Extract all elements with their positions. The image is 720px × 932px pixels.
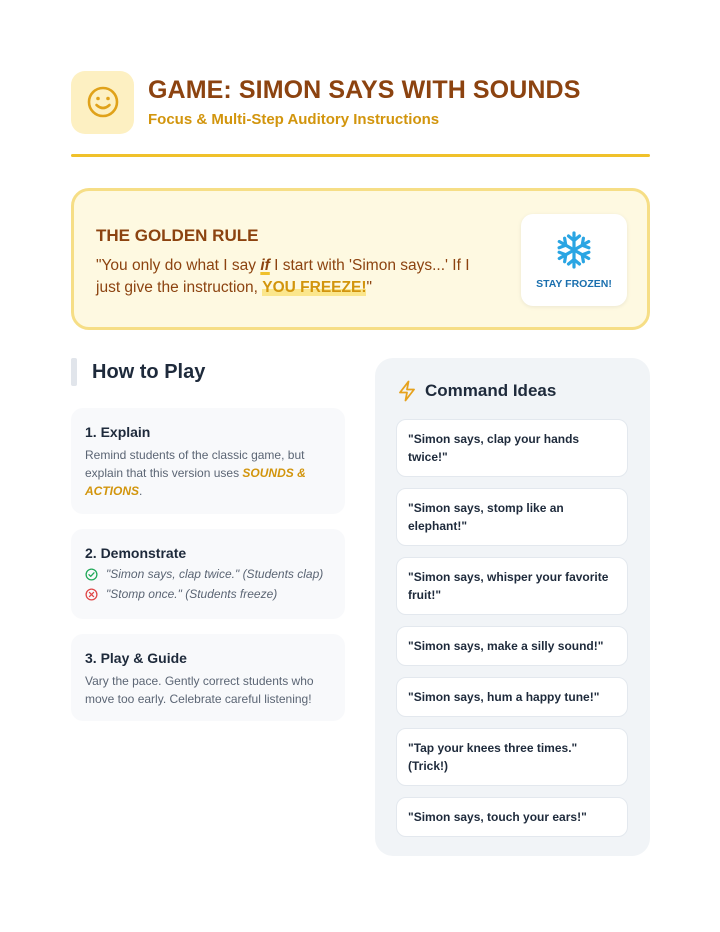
command-card: "Simon says, whisper your favorite fruit!" [396, 557, 628, 615]
step-title: 3. Play & Guide [85, 650, 187, 666]
check-circle-icon [85, 568, 98, 581]
how-to-play-title: How to Play [92, 360, 206, 383]
smiley-face-icon [86, 85, 120, 119]
golden-rule-if: if [260, 257, 270, 274]
section-accent-bar [71, 358, 77, 386]
step-text-start: Remind students of the classic game, but explain that this version uses [85, 448, 305, 480]
demo-example-text: "Stomp once." (Students freeze) [106, 587, 278, 601]
stay-frozen-label: STAY FROZEN! [536, 278, 612, 290]
command-card: "Simon says, make a silly sound!" [396, 626, 628, 666]
command-card: "Tap your knees three times." (Trick!) [396, 728, 628, 786]
page-subtitle: Focus & Multi-Step Auditory Instructions [148, 111, 440, 128]
golden-rule-title: THE GOLDEN RULE [96, 226, 259, 245]
step-text-end: . [139, 484, 143, 498]
step-demonstrate [71, 529, 345, 619]
how-to-play-header [71, 358, 205, 386]
demo-example-text: "Simon says, clap twice." (Students clap) [106, 567, 324, 581]
command-card: "Simon says, clap your hands twice!" [396, 419, 628, 477]
logo-badge [71, 71, 134, 134]
stay-frozen-card [521, 214, 627, 306]
golden-rule-text-start: "You only do what I say [96, 257, 261, 274]
golden-rule-text-end: " [366, 279, 372, 296]
page-title: GAME: SIMON SAYS WITH SOUNDS [148, 76, 581, 104]
step-explain [71, 408, 345, 514]
command-card: "Simon says, stomp like an elephant!" [396, 488, 628, 546]
lightning-icon [397, 380, 417, 402]
x-circle-icon [85, 588, 98, 601]
step-title: 1. Explain [85, 424, 151, 440]
golden-rule-text [96, 255, 496, 299]
step-text-emphasis: SOUNDS & ACTIONS [85, 466, 306, 498]
command-card: "Simon says, touch your ears!" [396, 797, 628, 837]
golden-rule-box [71, 188, 650, 330]
command-card: "Simon says, hum a happy tune!" [396, 677, 628, 717]
step-play-guide [71, 634, 345, 721]
snowflake-icon [554, 230, 594, 270]
command-ideas-title: Command Ideas [425, 381, 557, 400]
step-text [85, 446, 331, 500]
page-header [71, 70, 651, 134]
demo-example-wrong [85, 587, 331, 601]
golden-rule-text-middle: I start with 'Simon says...' If I just give the instruction, [96, 257, 470, 296]
step-text: Vary the pace. Gently correct students who move too early. Celebrate careful listening! [85, 674, 314, 706]
command-ideas-header [397, 380, 556, 402]
golden-rule-freeze: YOU FREEZE! [262, 279, 367, 296]
step-title: 2. Demonstrate [85, 545, 187, 561]
header-divider [71, 154, 650, 157]
demo-example-correct [85, 567, 331, 581]
command-ideas-panel [375, 358, 650, 856]
